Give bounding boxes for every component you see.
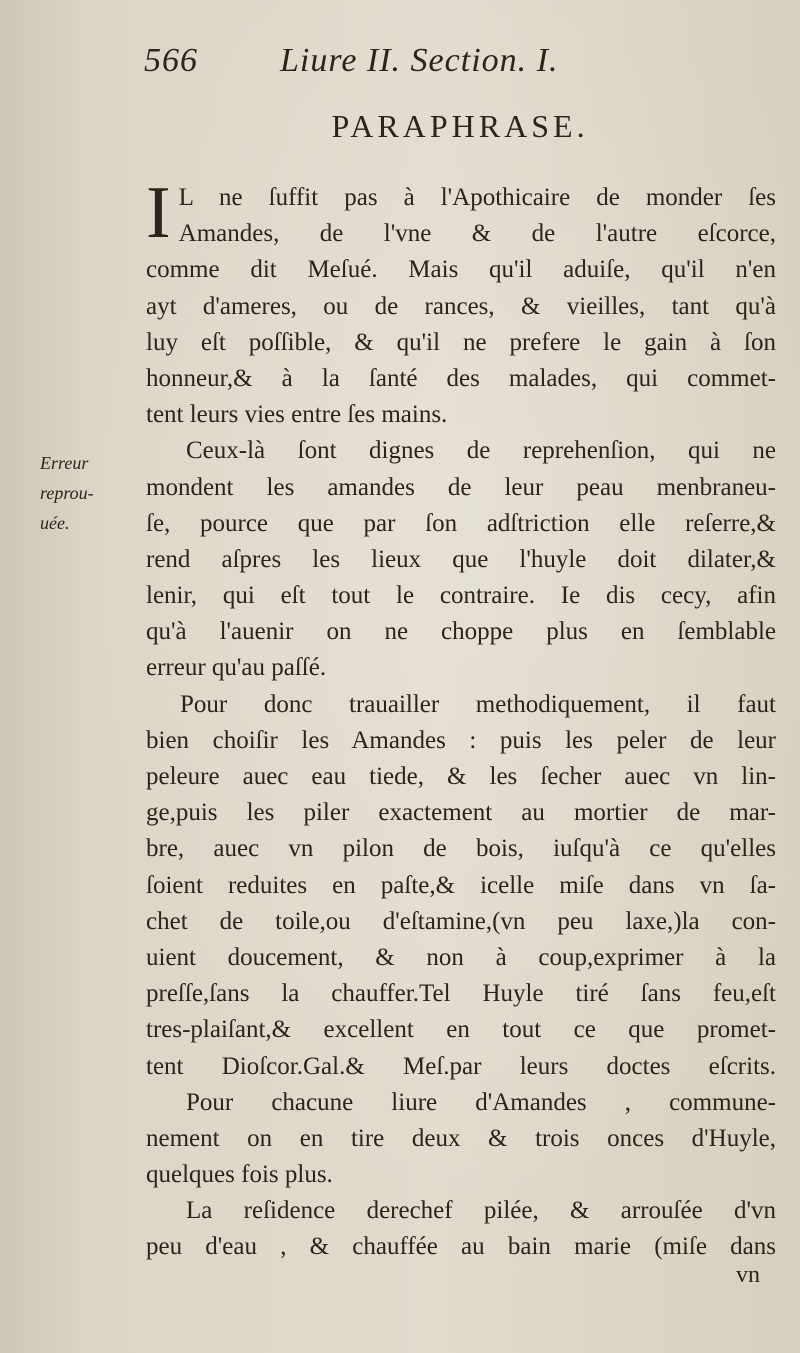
text-line: L ne ſuffit pas à l'Apothicaire de monder ſes <box>178 184 776 211</box>
text-line: La reſidence derechef pilée, & arrouſée d'vn <box>186 1197 776 1225</box>
margin-note-line: Erreur <box>40 453 89 473</box>
text-line: Ceux-là ſont dignes de reprehenſion, qui ne <box>186 437 776 465</box>
text-line: lenir, qui eſt tout le contraire. Ie dis cecy, afin <box>146 582 776 610</box>
paragraph-3 <box>146 687 776 723</box>
text-line: tent leurs vies entre ſes mains. <box>146 401 448 429</box>
text-line: bien choiſir les Amandes : puis les peler de leur <box>146 726 776 754</box>
paragraph-3-cont <box>146 723 776 1085</box>
paragraph-4-cont <box>146 1121 776 1193</box>
paragraph-4 <box>146 1085 776 1121</box>
section-heading: PARAPHRASE. <box>331 108 589 144</box>
text-line: tres-plaiſant,& excellent en tout ce que promet- <box>146 1016 776 1044</box>
text-line: chet de toile,ou d'eſtamine,(vn peu laxe,)la con- <box>146 907 776 935</box>
text-line: comme dit Meſué. Mais qu'il aduiſe, qu'il n'en <box>146 256 776 284</box>
text-line: Amandes, de l'vne & de l'autre eſcorce, <box>178 220 776 248</box>
text-body <box>146 172 776 1266</box>
text-line: peu d'eau , & chauffée au bain marie (miſe dans <box>146 1233 776 1261</box>
paragraph-1 <box>146 172 776 433</box>
text-line: honneur,& à la ſanté des malades, qui commet- <box>146 364 776 392</box>
text-line: ſe, pource que par ſon adſtriction elle reſerre,& <box>146 509 776 537</box>
margin-note <box>40 448 130 538</box>
paragraph-2 <box>146 433 776 469</box>
text-line: rend aſpres les lieux que l'huyle doit dilater,& <box>146 545 776 573</box>
page-header <box>140 42 580 82</box>
running-title: Liure II. Section. I. <box>280 42 559 79</box>
page-number: 566 <box>144 42 198 79</box>
text-line: Pour chacune liure d'Amandes , commune- <box>186 1088 776 1116</box>
margin-note-line: uée. <box>40 513 70 533</box>
text-line: ge,puis les piler exactement au mortier de mar- <box>146 799 776 827</box>
text-line: uient doucement, & non à coup,exprimer à la <box>146 943 776 971</box>
text-line: nement on en tire deux & trois onces d'Huyle, <box>146 1124 776 1152</box>
paragraph-2-cont <box>146 470 776 687</box>
paragraph-5-cont <box>146 1229 776 1265</box>
margin-note-line: reprou- <box>40 483 94 503</box>
text-line: mondent les amandes de leur peau menbraneu- <box>146 473 776 501</box>
text-line: Pour donc trauailler methodiquement, il faut <box>180 690 776 718</box>
text-line: luy eſt poſſible, & qu'il ne prefere le gain à ſon <box>146 328 776 356</box>
text-line: tent Dioſcor.Gal.& Meſ.par leurs doctes eſcrits. <box>146 1052 776 1080</box>
drop-capital: I <box>146 172 171 254</box>
text-line: erreur qu'au paſſé. <box>146 654 327 682</box>
text-line: qu'à l'auenir on ne choppe plus en ſemblable <box>146 618 776 646</box>
text-line: ſoient reduites en paſte,& icelle miſe dans vn ſa- <box>146 871 776 899</box>
paragraph-5 <box>146 1193 776 1229</box>
text-line: quelques fois plus. <box>146 1161 333 1189</box>
text-line: ayt d'ameres, ou de rances, & vieilles, tant qu'à <box>146 292 776 320</box>
text-line: peleure auec eau tiede, & les ſecher auec vn lin- <box>146 763 776 790</box>
text-line: preſſe,ſans la chauffer.Tel Huyle tiré ſans feu,eſt <box>146 980 776 1008</box>
text-line: bre, auec vn pilon de bois, iuſqu'à ce qu'elles <box>146 835 776 863</box>
catchword: vn <box>736 1262 760 1288</box>
